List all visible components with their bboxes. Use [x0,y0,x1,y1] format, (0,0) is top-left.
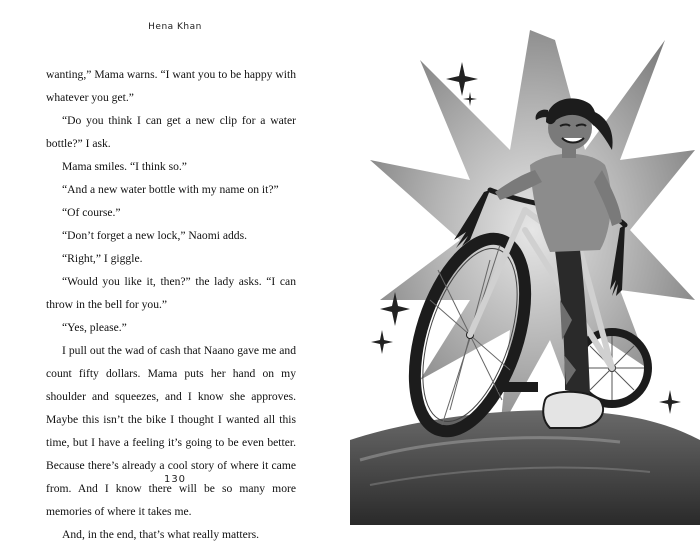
page-number: 130 [163,474,187,485]
girl-riding-bicycle-illustration [350,0,700,525]
paragraph: “Yes, please.” [62,321,127,334]
paragraph: “Of course.” [62,206,121,219]
paragraph: “Don’t forget a new lock,” Naomi adds. [62,229,248,242]
paragraph: “Would you like it, then?” the lady asks. “I can throw in the bell for you.” [46,275,296,311]
paragraph: “And a new water bottle with my name on it?” [62,183,279,196]
right-page [350,0,700,525]
paragraph: “Right,” I giggle. [62,252,143,265]
paragraph: I pull out the wad of cash that Naano gave me and count fifty dollars. Mama puts her hand on my shoulder and squeezes, and I know she approves. Maybe this isn’t the bike I thought I wanted all this time, but I have a feeling it’s going to be even better. Because there’s already a cool story of where it came from. And I know there will be so many more memories of where it takes me. [46,344,296,518]
left-page [0,0,350,541]
running-header-author: Hena Khan [148,22,202,32]
paragraph: Mama smiles. “I think so.” [62,160,187,173]
paragraph: And, in the end, that’s what really matters. [62,528,260,541]
paragraph: “Do you think I can get a new clip for a water bottle?” I ask. [46,114,296,150]
paragraph: wanting,” Mama warns. “I want you to be happy with whatever you get.” [46,68,296,104]
